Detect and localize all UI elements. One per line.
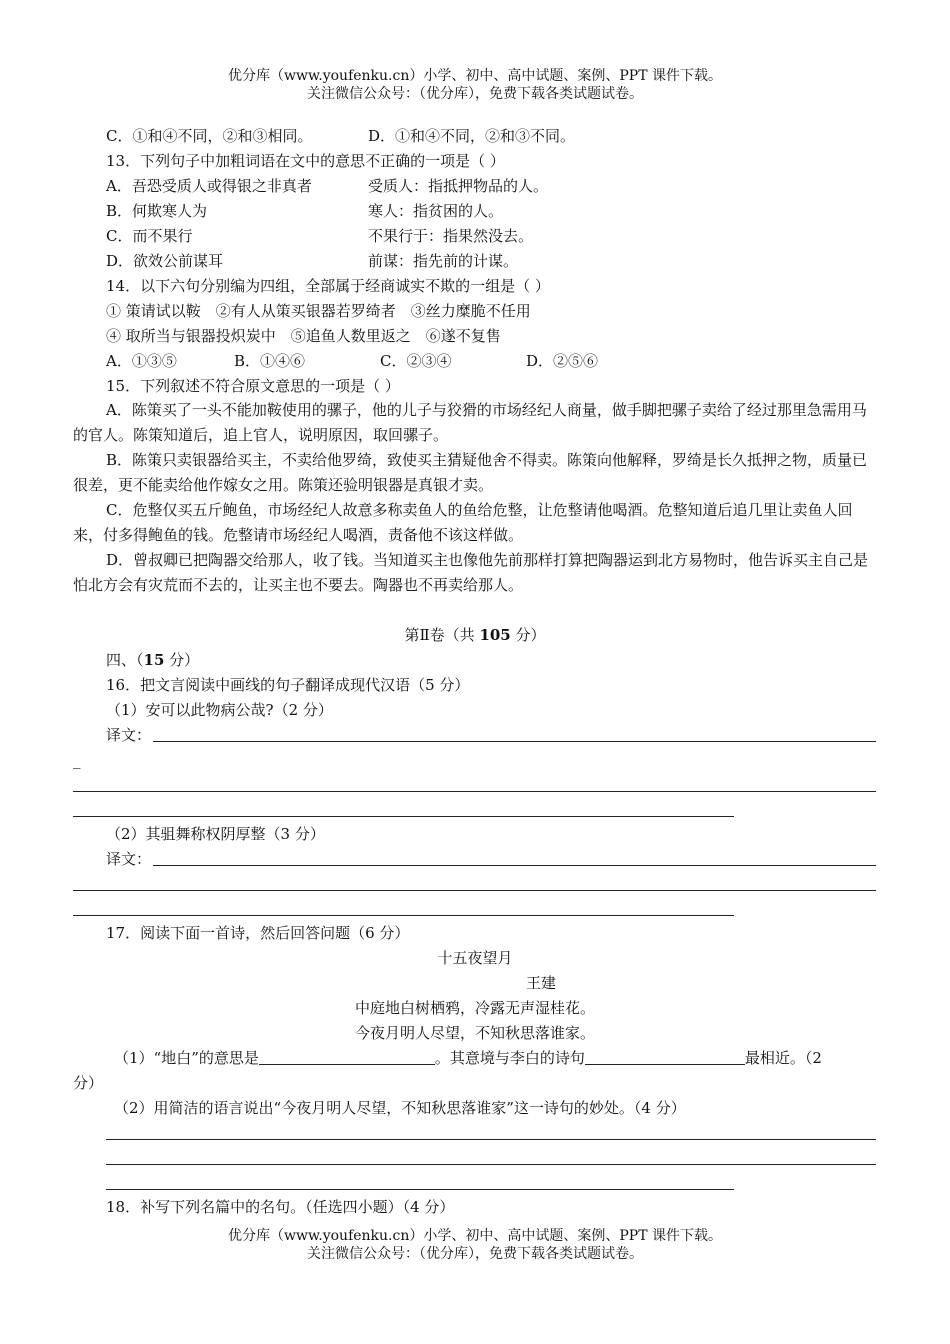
q17-sub1-text-b: 。其意境与李白的诗句 — [434, 1049, 585, 1067]
poem-line-1: 中庭地白树栖鸦，冷露无声湿桂花。 — [354, 999, 595, 1017]
page-footer-line1: 优分库（www.youfenku.cn）小学、初中、高中试题、案例、PPT 课件下载。 — [227, 1228, 722, 1244]
q15-options — [73, 398, 876, 598]
q14-answer-d: D．②⑤⑥ — [526, 352, 599, 370]
q13-option-b-text: B．何欺寒人为 — [106, 202, 208, 220]
q13-option-b — [106, 201, 503, 221]
q15-option-d: D．曾叔卿已把陶器交给那人，收了钱。当知道买主也像他先前那样打算把陶器运到北方易物时，他告诉买主自己是怕北方会有灾荒而不去的，让买主也不要去。陶器也不再卖给那人。 — [73, 551, 869, 594]
q17-sub2-answer-line-3[interactable] — [106, 1189, 734, 1190]
q12-option-d: D．①和④不同，②和③不同。 — [368, 127, 576, 145]
q14-stem: 14．以下六句分别编为四组，全部属于经商诚实不欺的一组是（ ） — [106, 277, 550, 295]
q13-stem: 13．下列句子中加粗词语在文中的意思不正确的一项是（ ） — [106, 152, 505, 170]
q16-sub2: （2）其驵舞称权阴厚整（3 分） — [106, 825, 325, 843]
q14-answers — [106, 351, 598, 371]
q14-row1: ① 策请试以鞍 ②有人从策买银器若罗绮者 ③丝力糜脆不任用 — [106, 302, 531, 320]
q16-sub2-answer-line-2[interactable] — [73, 890, 876, 891]
part2-title-pre: 第Ⅱ卷（共 — [404, 626, 480, 644]
q17-sub1-text-a: （1）“地白”的意思是 — [114, 1049, 259, 1067]
section-four-heading — [106, 650, 199, 670]
q16-sub1-answer-line-2[interactable] — [73, 791, 876, 792]
section-four-score: 15 — [143, 651, 165, 669]
q13-option-c — [106, 226, 533, 246]
q14-row2: ④ 取所当与银器投炽炭中 ⑤追鱼人数里返之 ⑥遂不复售 — [106, 327, 501, 345]
section-four-pre: 四、（ — [106, 651, 144, 669]
q17-sub1-blank-2[interactable] — [585, 1049, 745, 1065]
part2-title-score: 105 — [479, 626, 511, 644]
poem-author: 王建 — [525, 974, 556, 992]
q13-option-d-text: D．欲效公前谋耳 — [106, 252, 224, 270]
q16-sub1-answer-line-1[interactable] — [153, 741, 876, 742]
q14-answer-a: A．①③⑤ — [106, 352, 177, 370]
q13-option-d — [106, 251, 518, 271]
q14-answer-c: C．②③④ — [380, 352, 452, 370]
poem-title: 十五夜望月 — [437, 949, 513, 967]
q13-option-b-note: 寒人：指贫困的人。 — [368, 202, 504, 220]
q17-sub2: （2）用简洁的语言说出“今夜月明人尽望，不知秋思落谁家”这一诗句的妙处。（4 分） — [114, 1099, 686, 1117]
q15-option-c: C．危整仅买五斤鲍鱼，市场经纪人故意多称卖鱼人的鱼给危整，让危整请他喝酒。危整知道后追几里让卖鱼人回来，付多得鲍鱼的钱。危整请市场经纪人喝酒，责备他不该这样做。 — [73, 501, 853, 544]
q17-sub1-blank-1[interactable] — [259, 1049, 435, 1065]
q13-option-a-text: A．吾恐受质人或得银之非真者 — [106, 177, 312, 195]
q15-stem: 15．下列叙述不符合原文意思的一项是（ ） — [106, 377, 400, 395]
q16-sub1: （1）安可以此物病公哉?（2 分） — [106, 701, 333, 719]
q17-sub1-tail: 分） — [73, 1074, 104, 1092]
q13-option-a-note: 受质人：指抵押物品的人。 — [368, 177, 549, 195]
poem-line-2: 今夜月明人尽望，不知秋思落谁家。 — [354, 1024, 595, 1042]
q13-option-a — [106, 176, 548, 196]
part2-title — [0, 625, 950, 645]
q17-sub2-answer-line-2[interactable] — [106, 1164, 876, 1165]
q16-sub2-answer-line-3[interactable] — [73, 915, 734, 916]
q12-option-c: C．①和④不同，②和③相同。 — [106, 127, 313, 145]
section-four-post: 分） — [164, 651, 200, 669]
q17-sub1-text-c: 最相近。（2 — [744, 1049, 822, 1067]
q16-sub1-answer-line-3[interactable] — [73, 816, 734, 817]
q16-stray-underscore: _ — [73, 751, 81, 769]
q17-sub2-answer-line-1[interactable] — [106, 1139, 876, 1140]
page-header-line2: 关注微信公众号：（优分库），免费下载各类试题试卷。 — [307, 86, 643, 102]
q18-stem: 18．补写下列名篇中的名句。（任选四小题）（4 分） — [106, 1198, 455, 1216]
page-header-line1: 优分库（www.youfenku.cn）小学、初中、高中试题、案例、PPT 课件下载。 — [227, 68, 722, 84]
q15-option-b: B．陈策只卖银器给买主，不卖给他罗绮，致使买主猜疑他舍不得卖。陈策向他解释，罗绮是长久抵押之物，质量已很差，更不能卖给他作嫁女之用。陈策还验明银器是真银才卖。 — [73, 451, 868, 494]
q17-stem: 17．阅读下面一首诗，然后回答问题（6 分） — [106, 924, 410, 942]
part2-title-post: 分） — [510, 626, 546, 644]
q16-stem: 16．把文言阅读中画线的句子翻译成现代汉语（5 分） — [106, 676, 470, 694]
q14-answer-b: B．①④⑥ — [234, 352, 306, 370]
q13-option-c-note: 不果行于：指果然没去。 — [368, 227, 534, 245]
q16-sub1-label: 译文： — [106, 726, 152, 744]
q17-sub1 — [114, 1048, 822, 1068]
q16-sub2-label: 译文： — [106, 850, 152, 868]
q13-option-d-note: 前谋：指先前的计谋。 — [368, 252, 519, 270]
q13-option-c-text: C．而不果行 — [106, 227, 193, 245]
page-footer-line2: 关注微信公众号：（优分库），免费下载各类试题试卷。 — [307, 1246, 643, 1262]
q15-option-a: A．陈策买了一头不能加鞍使用的骡子，他的儿子与狡猾的市场经纪人商量，做手脚把骡子卖给了经过那里急需用马的官人。陈策知道后，追上官人，说明原因，取回骡子。 — [73, 401, 867, 444]
q12-options — [106, 126, 575, 146]
q16-sub2-answer-line-1[interactable] — [153, 865, 876, 866]
